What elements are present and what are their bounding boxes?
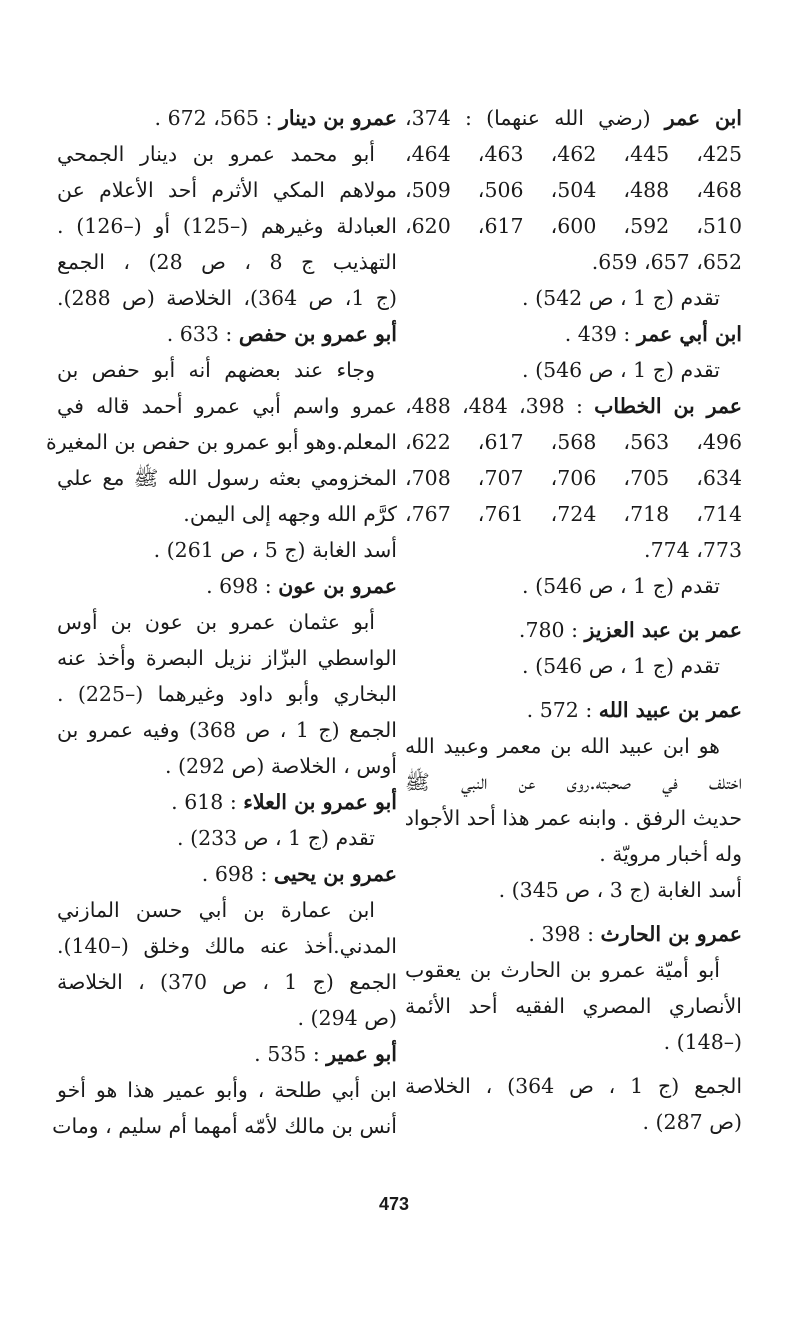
text-line: [405, 352, 742, 388]
text-line: [45, 424, 397, 460]
text-line: [405, 1104, 742, 1140]
line-text: المدني.أخذ عنه مالك وخلق (–140).: [57, 934, 397, 958]
text-line: [405, 988, 742, 1024]
entry-heading-line: [405, 316, 742, 352]
text-line: [405, 568, 742, 604]
entry-refs: : 572 .: [526, 698, 599, 722]
line-text: (ص 287) .: [642, 1110, 742, 1134]
line-text: تقدم (ج 1 ، ص 546) .: [522, 358, 720, 382]
text-line: [57, 532, 397, 568]
text-line: [405, 648, 742, 684]
entry-name: ابن عمر: [664, 106, 742, 130]
entry-refs: : 398، 484، 488،: [405, 394, 595, 418]
line-text: العبادلة وغيرهم (–125) أو (–126) .: [57, 214, 397, 238]
entry-refs: : 618 .: [171, 790, 244, 814]
entry-refs: : 565، 672 .: [154, 106, 279, 130]
text-line: [405, 280, 742, 316]
line-text: اختلف في صحبته.روى عن النبي ﷺ: [405, 770, 742, 794]
line-text: 496، 563، 568، 617، 622،: [405, 430, 743, 454]
entry-heading-line: [405, 692, 742, 728]
line-text: كرَّم الله وجهه إلى اليمن.: [183, 502, 397, 526]
text-line: [57, 604, 397, 640]
line-text: وجاء عند بعضهم أنه أبو حفص بن: [57, 358, 375, 382]
line-text: أنس بن مالك لأمّه أمهما أم سليم ، ومات: [52, 1114, 397, 1138]
line-text: تقدم (ج 1 ، ص 546) .: [522, 654, 720, 678]
entry-name: عمرو بن دينار: [278, 106, 397, 130]
text-line: [405, 424, 742, 460]
line-text: التهذيب ج 8 ، ص 28) ، الجمع: [57, 250, 397, 274]
text-line: [405, 244, 742, 280]
line-text: وله أخبار مرويّة .: [599, 842, 742, 866]
line-text: 468، 488، 504، 506، 509،: [405, 178, 743, 202]
text-line: [57, 748, 397, 784]
text-line: [405, 172, 742, 208]
line-text: عمرو واسم أبي عمرو أحمد قاله في: [57, 394, 397, 418]
text-line: [52, 1108, 397, 1144]
text-line: [57, 712, 397, 748]
text-line: [57, 208, 397, 244]
text-line: [405, 800, 742, 836]
text-line: [405, 764, 742, 800]
line-text: الجمع (ج 1 ، ص 368) وفيه عمرو بن: [57, 718, 397, 742]
line-text: المعلم.وهو أبو عمرو بن حفص بن المغيرة: [45, 430, 397, 454]
text-line: [405, 460, 742, 496]
entry-refs: (رضي الله عنهما) : 374،: [405, 106, 665, 130]
line-text: أسد الغابة (ج 5 ، ص 261) .: [153, 538, 397, 562]
line-text: (ج 1، ص 364)، الخلاصة (ص 288).: [57, 286, 398, 310]
entry-refs: : 698 .: [206, 574, 279, 598]
text-line: [57, 136, 397, 172]
line-text: 425، 445، 462، 463، 464،: [405, 142, 743, 166]
text-line: [405, 872, 742, 908]
entry-heading-line: [405, 612, 742, 648]
line-text: 773، 774.: [644, 538, 742, 562]
text-line: [57, 460, 397, 496]
line-text: المخزومي بعثه رسول الله ﷺ مع علي: [57, 466, 397, 490]
entry-heading-line: [57, 784, 397, 820]
line-text: أبو عثمان عمرو بن عون بن أوس: [57, 610, 375, 634]
entry-refs: : 633 .: [166, 322, 239, 346]
line-text: أبو أميّة عمرو بن الحارث بن يعقوب: [405, 958, 720, 982]
text-line: [405, 208, 742, 244]
text-line: [57, 496, 397, 532]
line-text: أبو محمد عمرو بن دينار الجمحي: [57, 142, 375, 166]
entry-heading-line: [57, 856, 397, 892]
line-text: 634، 705، 706، 707، 708،: [405, 466, 743, 490]
line-text: تقدم (ج 1 ، ص 546) .: [522, 574, 720, 598]
entry-heading-line: [57, 316, 397, 352]
text-line: [57, 352, 397, 388]
page-number: 473: [378, 1194, 410, 1214]
text-line: [405, 136, 742, 172]
line-text: هو ابن عبيد الله بن معمر وعبيد الله: [405, 734, 720, 758]
text-line: [57, 928, 397, 964]
text-line: [405, 532, 742, 568]
entry-heading-line: [405, 100, 742, 136]
entry-name: عمر بن عبيد الله: [598, 698, 742, 722]
text-line: [57, 1000, 397, 1036]
entry-name: أبو عمير: [326, 1042, 397, 1066]
entry-heading-line: [405, 916, 742, 952]
line-text: 510، 592، 600، 617، 620،: [405, 214, 743, 238]
line-text: أوس ، الخلاصة (ص 292) .: [164, 754, 397, 778]
line-text: حديث الرفق . وابنه عمر هذا أحد الأجواد: [404, 806, 742, 830]
text-line: [57, 280, 397, 316]
text-line: [405, 496, 742, 532]
entry-heading-line: [57, 568, 397, 604]
line-text: الأنصاري المصري الفقيه أحد الأئمة: [405, 994, 742, 1018]
entry-name: أبو عمرو بن حفص: [238, 322, 397, 346]
line-text: ابن أبي طلحة ، وأبو عمير هذا هو أخو: [57, 1078, 397, 1102]
text-line: [405, 728, 742, 764]
left-column: [45, 100, 398, 1144]
line-text: تقدم (ج 1 ، ص 542) .: [522, 286, 720, 310]
text-line: [57, 1072, 397, 1108]
line-text: الواسطي البزّاز نزيل البصرة وأخذ عنه: [57, 646, 397, 670]
line-text: (ص 294) .: [297, 1006, 397, 1030]
entry-name: عمرو بن عون: [278, 574, 397, 598]
line-text: (–148) .: [663, 1030, 742, 1054]
text-line: [405, 836, 742, 872]
entry-heading-line: [57, 1036, 397, 1072]
text-line: [405, 1068, 742, 1104]
entry-refs: : 398 .: [528, 922, 601, 946]
text-line: [57, 244, 397, 280]
line-text: الجمع (ج 1 ، ص 364) ، الخلاصة: [405, 1074, 743, 1098]
entry-name: ابن أبي عمر: [636, 322, 742, 346]
text-line: [57, 820, 397, 856]
text-line: [57, 388, 397, 424]
text-line: [57, 640, 397, 676]
entry-name: أبو عمرو بن العلاء: [243, 790, 397, 814]
line-text: 652، 657، 659.: [591, 250, 742, 274]
line-text: البخاري وأبو داود وغيرهما (–225) .: [57, 682, 398, 706]
entry-name: عمر بن عبد العزيز: [584, 618, 742, 642]
line-text: مولاهم المكي الأثرم أحد الأعلام عن: [57, 178, 397, 202]
text-line: [57, 892, 397, 928]
entry-refs: : 780.: [518, 618, 585, 642]
entry-name: عمرو بن يحيى: [273, 862, 397, 886]
text-line: [405, 952, 742, 988]
entry-name: عمرو بن الحارث: [600, 922, 742, 946]
entry-heading-line: [405, 388, 742, 424]
line-text: ابن عمارة بن أبي حسن المازني: [57, 898, 375, 922]
entry-heading-line: [57, 100, 397, 136]
text-line: [57, 964, 397, 1000]
line-text: الجمع (ج 1 ، ص 370) ، الخلاصة: [57, 970, 398, 994]
entry-refs: : 439 .: [564, 322, 637, 346]
text-line: [405, 1024, 742, 1060]
entry-refs: : 698 .: [201, 862, 274, 886]
line-text: أسد الغابة (ج 3 ، ص 345) .: [498, 878, 742, 902]
text-line: [57, 172, 397, 208]
line-text: تقدم (ج 1 ، ص 233) .: [177, 826, 375, 850]
entry-name: عمر بن الخطاب: [594, 394, 742, 418]
text-line: [57, 676, 397, 712]
line-text: 714، 718، 724، 761، 767،: [405, 502, 743, 526]
entry-refs: : 535 .: [254, 1042, 327, 1066]
right-column: [405, 100, 742, 1140]
